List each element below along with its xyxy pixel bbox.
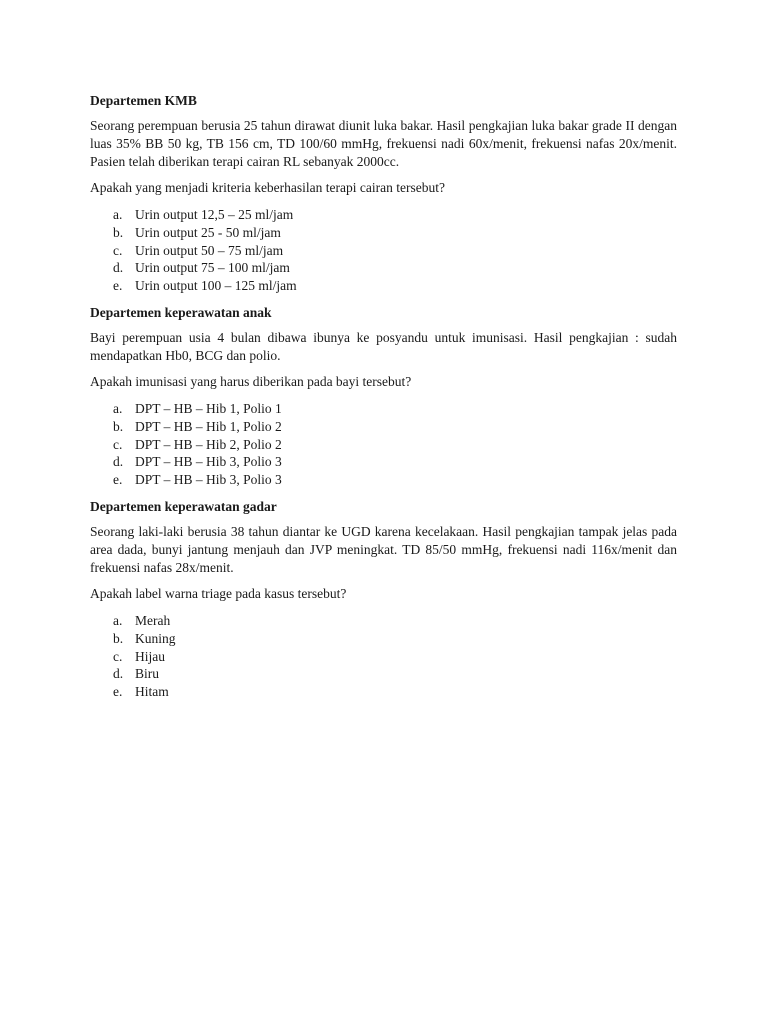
option-letter: b. [113,630,124,646]
option-text: Urin output 100 – 125 ml/jam [135,278,297,294]
option-item [90,436,677,454]
option-item [90,630,677,648]
case-paragraph: Seorang laki-laki berusia 38 tahun diantar ke UGD karena kecelakaan. Hasil pengkajian tampak jelas pada area dada, bunyi jantung menjauh dan JVP meningkat. TD 85/50 mmHg, frekuensi nadi 116x/menit dan frekuensi nafas 28x/menit. [90,523,677,575]
option-text: Urin output 50 – 75 ml/jam [135,242,284,258]
section-kmb [90,92,677,295]
option-item [90,648,677,666]
option-text: Biru [135,666,160,682]
question-text: Apakah imunisasi yang harus diberikan pada bayi tersebut? [90,373,412,389]
option-text: Hitam [135,684,169,700]
option-text: DPT – HB – Hib 2, Polio 2 [135,436,282,452]
option-item [90,665,677,683]
option-text: Hijau [135,648,165,664]
option-letter: a. [113,612,123,628]
option-item [90,471,677,489]
options-list [90,612,677,701]
option-text: Kuning [135,630,176,646]
option-text: Urin output 25 - 50 ml/jam [135,224,281,240]
document-page [90,92,677,710]
option-item [90,453,677,471]
section-heading: Departemen keperawatan anak [90,304,272,320]
option-text: Urin output 12,5 – 25 ml/jam [135,207,294,222]
question-text: Apakah label warna triage pada kasus tersebut? [90,585,347,601]
section-gadar [90,498,677,701]
option-item [90,612,677,630]
option-item [90,242,677,260]
section-anak [90,304,677,489]
option-letter: c. [113,648,123,664]
option-item [90,206,677,224]
option-letter: d. [113,666,124,682]
option-text: DPT – HB – Hib 1, Polio 2 [135,418,282,434]
option-item [90,259,677,277]
option-letter: d. [113,454,124,470]
options-list [90,400,677,489]
option-letter: e. [113,472,123,488]
option-letter: e. [113,684,123,700]
option-letter: b. [113,224,124,240]
option-letter: d. [113,260,124,276]
option-letter: c. [113,242,123,258]
option-text: DPT – HB – Hib 3, Polio 3 [135,472,282,488]
option-text: DPT – HB – Hib 3, Polio 3 [135,454,282,470]
option-letter: a. [113,400,123,416]
option-text: Merah [135,612,171,628]
option-item [90,683,677,701]
option-letter: b. [113,418,124,434]
options-list [90,206,677,295]
option-letter: c. [113,436,123,452]
option-letter: e. [113,278,123,294]
option-item [90,224,677,242]
question-text: Apakah yang menjadi kriteria keberhasilan terapi cairan tersebut? [90,180,445,195]
option-item [90,418,677,436]
option-letter: a. [113,207,123,222]
option-item [90,400,677,418]
case-paragraph: Bayi perempuan usia 4 bulan dibawa ibunya ke posyandu untuk imunisasi. Hasil pengkajian : sudah mendapatkan Hb0, BCG dan polio. [90,329,677,363]
section-heading: Departemen KMB [90,93,197,108]
case-paragraph: Seorang perempuan berusia 25 tahun dirawat diunit luka bakar. Hasil pengkajian luka bakar grade II dengan luas 35% BB 50 kg, TB 156 cm, TD 100/60 mmHg, frekuensi nadi 60x/menit, frekuensi nafas 20x/menit. Pasien telah diberikan terapi cairan RL sebanyak 2000cc. [90,118,677,169]
section-heading: Departemen keperawatan gadar [90,498,277,514]
option-text: Urin output 75 – 100 ml/jam [135,260,290,276]
option-item [90,277,677,295]
option-text: DPT – HB – Hib 1, Polio 1 [135,400,282,416]
